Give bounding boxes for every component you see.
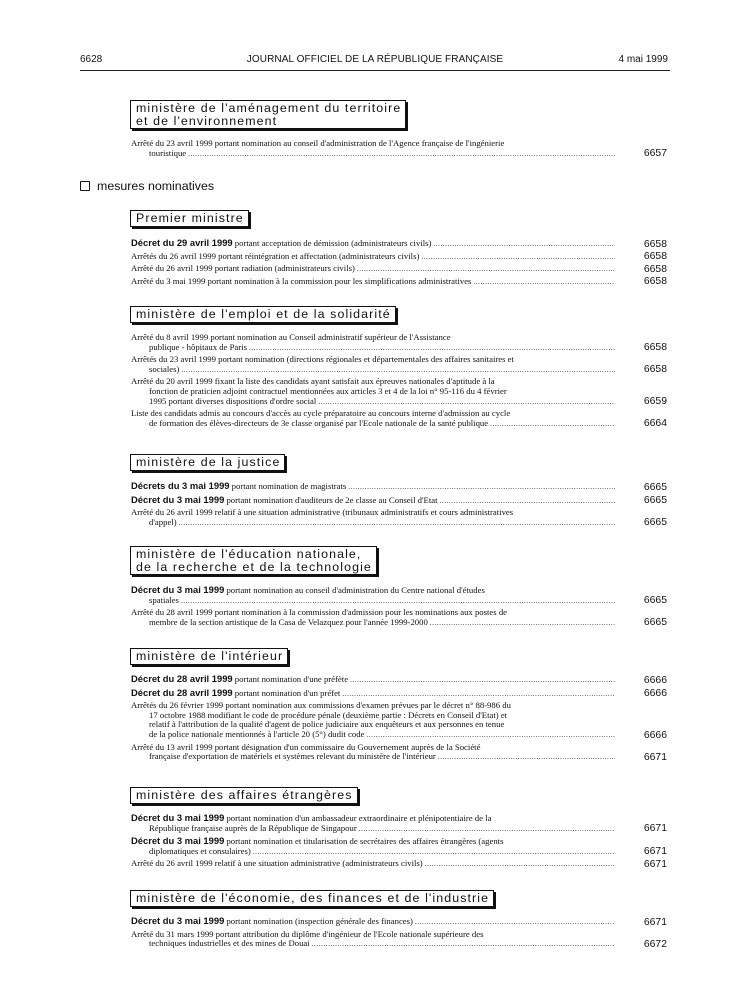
list-item <box>131 688 667 700</box>
list-item <box>131 930 667 950</box>
entry-line-text <box>131 859 423 869</box>
dot-leader <box>440 497 615 507</box>
page-reference: 6664 <box>643 418 667 430</box>
entry-line <box>131 343 615 354</box>
entry-line-text <box>149 752 436 762</box>
dot-leader <box>421 253 615 263</box>
entry-line-text <box>149 824 357 834</box>
section-entries <box>131 481 667 530</box>
dot-leader <box>366 731 615 741</box>
list-item <box>131 608 667 628</box>
entry-line-text <box>149 343 247 353</box>
page-header <box>80 54 670 68</box>
entry-line-text <box>131 688 340 699</box>
entry-line <box>131 238 615 250</box>
list-item <box>131 508 667 528</box>
dot-leader <box>415 918 615 928</box>
entry-line <box>131 674 615 686</box>
list-item <box>131 355 667 375</box>
entry-line <box>131 518 615 529</box>
entry-text: Arrêté du 31 mars 1999 portant attribution du diplôme d'ingénieur de l'Ecole nationale supérieure des <box>131 928 484 939</box>
entry-lead: Décret du 29 avril 1999 <box>131 237 233 248</box>
entry-lead: Décrets du 3 mai 1999 <box>131 480 230 491</box>
entry-line-text <box>149 618 428 628</box>
nominatives-heading-label: mesures nominatives <box>97 179 215 193</box>
page-reference: 6671 <box>643 846 667 858</box>
section-heading-line: ministère des affaires étrangères <box>136 788 353 802</box>
entry-line <box>131 139 615 149</box>
page-reference: 6671 <box>643 823 667 835</box>
entry-text: française d'exportation de matériels et systèmes relevant du ministère de l'intérieur <box>149 751 436 762</box>
entry-line-text <box>149 596 179 606</box>
dot-leader <box>318 398 615 408</box>
section-heading <box>130 648 288 665</box>
entry-line <box>131 481 615 493</box>
entry-line-text <box>149 518 177 528</box>
list-item <box>131 916 667 928</box>
list-item <box>131 813 667 834</box>
entry-line-text <box>131 252 419 262</box>
entry-line <box>131 618 615 629</box>
entry-line <box>131 508 615 518</box>
dot-leader <box>359 825 615 835</box>
entry-text: Arrêté du 26 avril 1999 relatif à une situation administrative (administrateurs civils) <box>131 858 423 869</box>
entry-text: d'appel) <box>149 516 177 527</box>
list-item <box>131 277 667 288</box>
section-heading-line: Premier ministre <box>136 211 244 225</box>
entry-lead: Décret du 28 avril 1999 <box>131 686 233 698</box>
page-reference: 6665 <box>643 595 667 607</box>
entry-text: portant nomination au conseil d'administration du Centre national d'études <box>224 585 485 595</box>
entry-line-text <box>131 916 413 927</box>
list-item <box>131 859 667 870</box>
section-heading-line: de la recherche et de la technologie <box>136 559 372 574</box>
section-heading-line: ministère de la justice <box>136 455 281 469</box>
section-heading-line: ministère de l'économie, des finances et de l'industrie <box>136 891 490 905</box>
entry-text: Arrêté du 26 avril 1999 portant radiation (administrateurs civils) <box>131 263 355 274</box>
list-item <box>131 139 667 159</box>
entry-text: sociales) <box>149 363 180 374</box>
dot-leader <box>473 278 615 288</box>
entry-line <box>131 859 615 870</box>
dot-leader <box>490 420 615 430</box>
entry-text: Arrêté du 20 avril 1999 fixant la liste des candidats ayant satisfait aux épreuves nationales d'aptitude à la <box>131 376 495 387</box>
entry-text: Liste des candidats admis au concours d'accès au cycle préparatoire au concours interne d'admission au cycle <box>131 408 511 419</box>
entry-text: diplomatiques et consulaires) <box>149 845 251 856</box>
entry-text: Arrêtés du 26 avril 1999 portant réintégration et affectation (administrateurs civils) <box>131 250 420 261</box>
entry-text: portant acceptation de démission (administrateurs civils) <box>232 238 432 248</box>
entry-line <box>131 264 615 275</box>
entry-text: membre de la section artistique de la Casa de Velazquez pour l'année 1999-2000 <box>149 616 428 627</box>
entry-lead: Décret du 3 mai 1999 <box>131 915 225 926</box>
entry-line-text <box>149 149 186 159</box>
list-item <box>131 377 667 407</box>
dot-leader <box>438 753 615 763</box>
page-reference: 6666 <box>643 688 667 700</box>
entry-line-text <box>149 847 251 857</box>
journal-title: JOURNAL OFFICIEL DE LA RÉPUBLIQUE FRANÇAISE <box>246 54 504 65</box>
list-item <box>131 701 667 740</box>
entry-lead: Décret du 3 mai 1999 <box>131 584 225 595</box>
dot-leader <box>350 676 615 686</box>
page-reference: 6665 <box>643 481 667 493</box>
section-entries <box>131 585 667 630</box>
page-reference: 6665 <box>643 495 667 507</box>
list-item <box>131 674 667 686</box>
entry-text: 1995 portant diverses dispositions d'ordre social <box>149 395 317 406</box>
entry-text: touristique <box>149 147 187 158</box>
list-item <box>131 481 667 493</box>
section-heading-line: ministère de l'emploi et de la solidarité <box>136 307 391 321</box>
page-reference: 6665 <box>643 517 667 529</box>
dot-leader <box>179 519 615 529</box>
entry-line-text <box>131 495 438 506</box>
section-entries <box>131 238 667 289</box>
section-heading-line: et de l'environnement <box>136 113 278 128</box>
entry-text: de la police nationale mentionnés à l'article 20 (5°) dudit code <box>149 728 365 739</box>
page-reference: 6658 <box>643 238 667 250</box>
entry-line <box>131 939 615 950</box>
header-rule <box>80 70 670 71</box>
entry-line-text <box>149 397 316 407</box>
section-heading <box>130 100 406 129</box>
entry-text: Arrêté du 3 mai 1999 portant nomination à la commission pour les simplifications administratives <box>131 275 472 286</box>
entry-text: relatif à l'attribution de la qualité d'agent de police judiciaire aux enquêteurs et aux personnes en tenue <box>149 719 505 730</box>
entry-line-text <box>131 481 346 492</box>
entry-text: République française auprès de la République de Singapour <box>149 822 357 833</box>
entry-line <box>131 355 615 365</box>
entry-line-text <box>131 674 348 685</box>
entry-line <box>131 495 615 507</box>
section-entries <box>131 674 667 765</box>
entry-text: portant nomination d'un préfet <box>232 687 341 698</box>
entry-text: spatiales <box>149 594 179 605</box>
entry-line <box>131 149 615 160</box>
dot-leader <box>348 483 615 493</box>
dot-leader <box>181 597 615 607</box>
list-item <box>131 264 667 275</box>
page-reference: 6672 <box>643 938 667 950</box>
entry-text: Arrêté du 28 avril 1999 portant nomination à la commission d'admission pour les nominations aux postes de <box>131 607 508 618</box>
entry-line <box>131 419 615 430</box>
entry-text: fonction de praticien adjoint contractuel mentionnées aux articles 3 et 4 de la loi n° 95-116 du 4 février <box>149 385 507 396</box>
section-heading-line: ministère de l'éducation nationale, <box>136 547 362 561</box>
dot-leader <box>357 265 615 275</box>
dot-leader <box>181 366 615 376</box>
dot-leader <box>433 240 615 250</box>
section-entries <box>131 813 667 872</box>
entry-line <box>131 585 615 596</box>
entry-lead: Décret du 3 mai 1999 <box>131 812 225 823</box>
page-number: 6628 <box>80 54 103 65</box>
entry-text: 17 octobre 1988 modifiant le code de procédure pénale (deuxième partie : Décrets en Conseil d'Etat) et <box>149 709 508 720</box>
square-bullet-icon <box>80 181 90 191</box>
page-reference: 6658 <box>643 263 667 275</box>
entry-line <box>131 752 615 763</box>
page-reference: 6671 <box>643 858 667 870</box>
entry-line <box>131 847 615 858</box>
entry-text: Arrêté du 23 avril 1999 portant nomination au conseil d'administration de l'Agence française de l'ingénierie <box>131 138 505 148</box>
entry-text: portant nomination d'une préfète <box>232 674 349 684</box>
entry-line <box>131 277 615 288</box>
entry-line-text <box>149 419 488 429</box>
page-reference: 6666 <box>643 674 667 686</box>
entry-line <box>131 397 615 408</box>
list-item <box>131 836 667 857</box>
list-item <box>131 743 667 763</box>
entry-line <box>131 730 615 741</box>
page-reference: 6665 <box>643 617 667 629</box>
list-item <box>131 252 667 263</box>
entry-line-text <box>149 365 179 375</box>
section-heading <box>130 787 358 804</box>
dot-leader <box>249 344 615 354</box>
section-heading <box>130 546 377 575</box>
dot-leader <box>253 848 615 858</box>
entry-line <box>131 916 615 928</box>
entry-text: portant nomination d'auditeurs de 2e classe au Conseil d'Etat <box>224 494 438 505</box>
page-reference: 6658 <box>643 364 667 376</box>
dot-leader <box>425 860 615 870</box>
section-heading <box>130 306 396 323</box>
entry-text: publique - hôpitaux de Paris <box>149 341 247 352</box>
issue-date: 4 mai 1999 <box>618 54 668 65</box>
entry-line-text <box>149 939 310 949</box>
entry-line <box>131 365 615 376</box>
entry-lead: Décret du 3 mai 1999 <box>131 835 225 847</box>
list-item <box>131 495 667 507</box>
page-reference: 6671 <box>643 916 667 928</box>
list-item <box>131 238 667 250</box>
page-reference: 6666 <box>643 729 667 741</box>
entry-text: Arrêtés du 23 avril 1999 portant nomination (directions régionales et départementales des affaires sanitaires et <box>131 354 514 365</box>
section-heading-line: ministère de l'aménagement du territoire <box>136 101 402 115</box>
dot-leader <box>342 690 615 700</box>
page-reference: 6658 <box>643 251 667 263</box>
entry-text: Arrêté du 8 avril 1999 portant nomination au Conseil administratif supérieur de l'Assistance <box>131 332 451 342</box>
section-entries <box>131 333 667 431</box>
entry-line <box>131 688 615 700</box>
entry-lead: Décret du 28 avril 1999 <box>131 673 233 684</box>
page-reference: 6658 <box>643 276 667 288</box>
entry-line <box>131 824 615 835</box>
entry-text: de formation des élèves-directeurs de 3e classe organisé par l'Ecole nationale de la santé publique <box>149 417 489 428</box>
section-heading <box>130 454 285 471</box>
entry-line-text <box>131 238 431 249</box>
entry-text: Arrêtés du 26 février 1999 portant nomination aux commissions d'examen prévues par le décret n° 88-986 du <box>131 700 511 711</box>
entry-line <box>131 252 615 263</box>
entry-text: portant nomination et titularisation de secrétaires des affaires étrangères (agents <box>224 836 504 847</box>
section-entries <box>131 916 667 952</box>
page-reference: 6658 <box>643 342 667 354</box>
entry-text: portant nomination de magistrats <box>229 481 347 491</box>
entry-line <box>131 596 615 607</box>
entry-lead: Décret du 3 mai 1999 <box>131 493 225 505</box>
entry-text: Arrêté du 13 avril 1999 portant désignation d'un commissaire du Gouvernement auprès de la Société <box>131 741 481 752</box>
dot-leader <box>430 619 615 629</box>
list-item <box>131 585 667 606</box>
nominatives-heading <box>80 179 214 193</box>
entry-text: Arrêté du 26 avril 1999 relatif à une situation administrative (tribunaux administratifs et cours administratives <box>131 507 514 518</box>
page-reference: 6657 <box>643 148 667 160</box>
section-heading-line: ministère de l'intérieur <box>136 649 284 663</box>
dot-leader <box>312 940 615 950</box>
section-entries <box>131 139 667 161</box>
page-reference: 6659 <box>643 396 667 408</box>
entry-text: techniques industrielles et des mines de Douai <box>149 938 310 949</box>
entry-line-text <box>131 264 355 274</box>
list-item <box>131 409 667 429</box>
entry-text: portant nomination (inspection générale des finances) <box>224 916 413 926</box>
section-heading <box>130 210 249 227</box>
list-item <box>131 333 667 353</box>
section-heading <box>130 890 494 907</box>
entry-line-text <box>149 730 364 740</box>
entry-line-text <box>131 277 471 287</box>
entry-text: portant nomination d'un ambassadeur extraordinaire et plénipotentiaire de la <box>224 813 492 823</box>
dot-leader <box>188 150 615 160</box>
page-reference: 6671 <box>643 751 667 763</box>
